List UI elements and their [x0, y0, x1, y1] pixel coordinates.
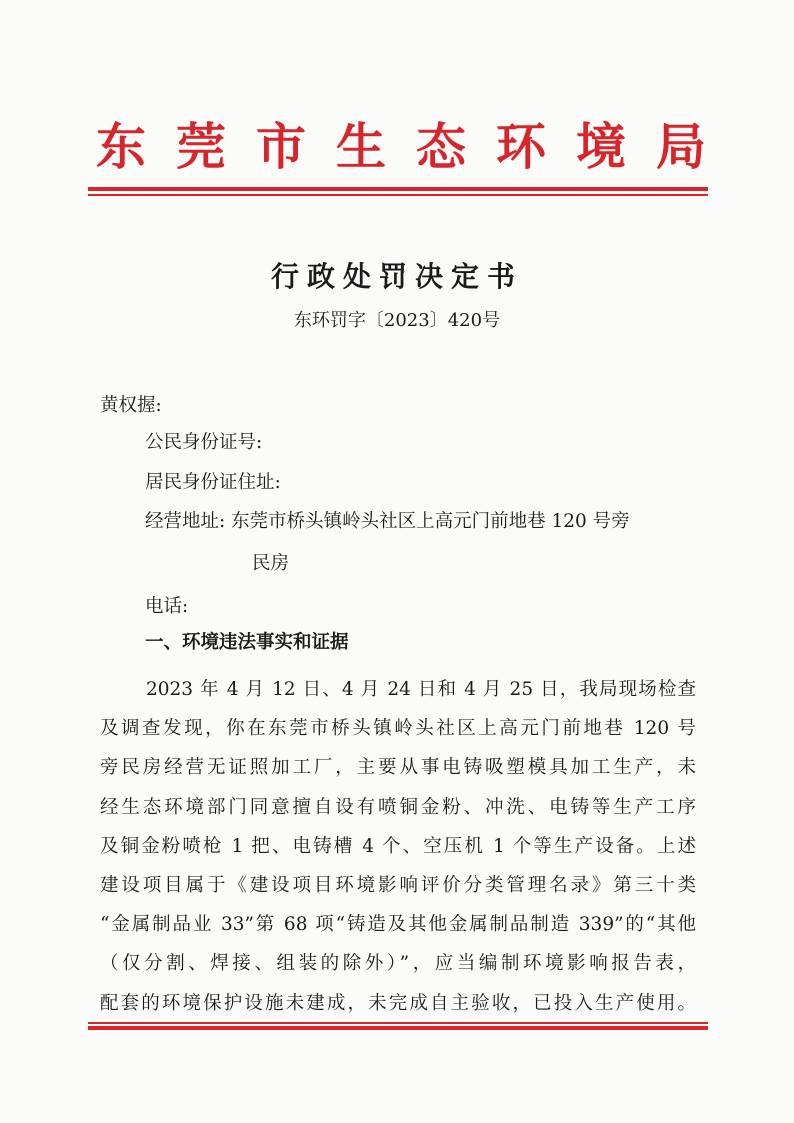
- agency-title-char: 态: [416, 117, 466, 176]
- agency-title-char: 东: [96, 117, 146, 176]
- letterhead-rule-thick: [88, 187, 708, 191]
- agency-letterhead-title: [96, 117, 706, 176]
- agency-title-char: 境: [576, 117, 626, 176]
- residence-field: 居民身份证住址:: [145, 472, 281, 493]
- document-number: 东环罚字〔2023〕420号: [293, 310, 501, 331]
- section-heading: 一、环境违法事实和证据: [145, 632, 349, 653]
- letterhead-rule-thin: [88, 194, 708, 196]
- agency-title-char: 局: [656, 117, 706, 176]
- agency-title-char: 莞: [176, 117, 226, 176]
- business-address-field: 经营地址: 东莞市桥头镇岭头社区上高元门前地巷 120 号旁: [145, 511, 630, 532]
- document-title: 行政处罚决定书: [270, 260, 523, 293]
- paragraph-line: （仅分割、焊接、组装的除外）”，应当编制环境影响报告表，: [100, 953, 696, 975]
- paragraph-line: 配套的环境保护设施未建成，未完成自主验收，已投入生产使用。: [100, 992, 696, 1014]
- phone-field: 电话:: [145, 596, 189, 617]
- footer-rule-thick: [88, 1026, 708, 1030]
- paragraph-line: 经生态环境部门同意擅自设有喷铜金粉、冲洗、电铸等生产工序: [100, 796, 696, 818]
- agency-title-char: 市: [256, 117, 306, 176]
- agency-title-char: 生: [336, 117, 386, 176]
- agency-title-char: 环: [496, 117, 546, 176]
- business-address-continuation: 民房: [252, 553, 290, 574]
- paragraph-line: 2023 年 4 月 12 日、4 月 24 日和 4 月 25 日，我局现场检查: [146, 679, 696, 700]
- paragraph-line: 建设项目属于《建设项目环境影响评价分类管理名录》第三十类: [100, 874, 696, 896]
- paragraph-line: 及调查发现，你在东莞市桥头镇岭头社区上高元门前地巷 120 号: [100, 718, 696, 740]
- id-number-field: 公民身份证号:: [145, 432, 263, 453]
- paragraph-line: “金属制品业 33”第 68 项“铸造及其他金属制品制造 339”的“其他: [100, 914, 696, 936]
- footer-rule-thin: [88, 1022, 708, 1024]
- paragraph-line: 旁民房经营无证照加工厂，主要从事电铸吸塑模具加工生产，未: [100, 757, 696, 779]
- body-paragraph: [100, 670, 696, 1023]
- addressee: 黄权握:: [100, 395, 162, 416]
- paragraph-line: 及铜金粉喷枪 1 把、电铸槽 4 个、空压机 1 个等生产设备。上述: [100, 835, 696, 857]
